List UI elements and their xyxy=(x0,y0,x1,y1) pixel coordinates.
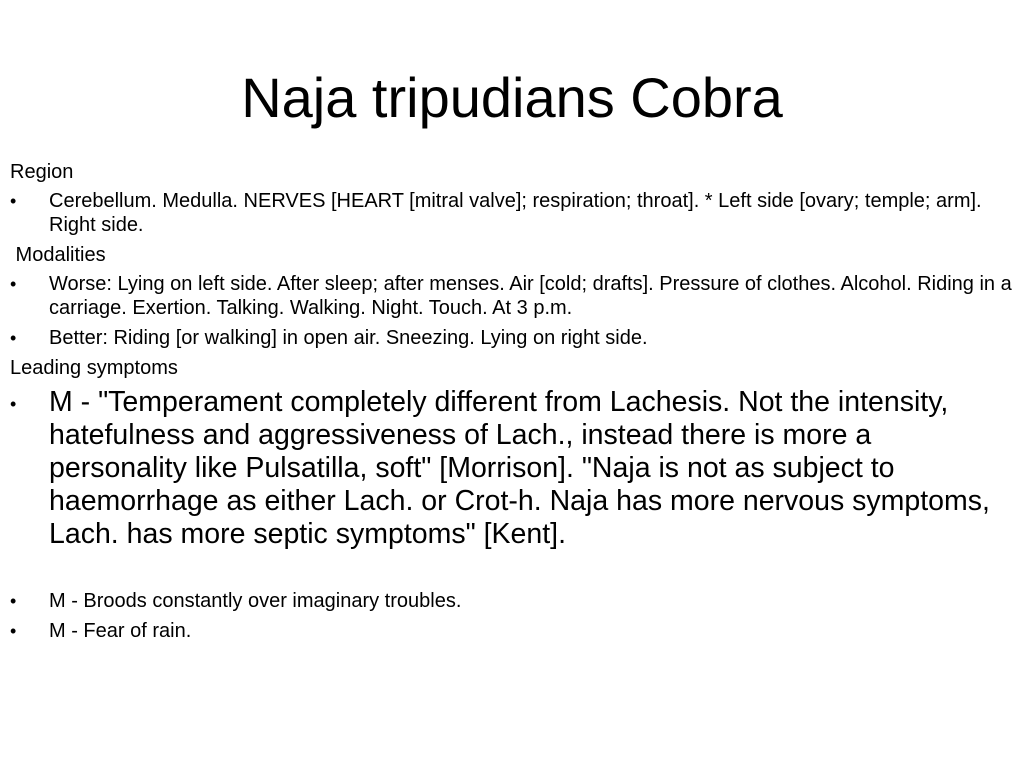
bullet-dot-icon: • xyxy=(10,591,17,611)
bullet-text: M - Broods constantly over imaginary troubles. xyxy=(49,590,462,612)
bullet-dot-icon: • xyxy=(10,328,17,348)
section-heading-region: Region xyxy=(10,161,74,183)
bullet-text: Cerebellum. Medulla. NERVES [HEART [mitral valve]; respiration; throat]. * Left side [ovary; temple; arm]. Right side. xyxy=(49,190,982,236)
bullet-text: Better: Riding [or walking] in open air. Sneezing. Lying on right side. xyxy=(49,327,648,349)
region-bullet-1 xyxy=(10,189,1014,237)
bullet-dot-icon: • xyxy=(10,274,17,294)
section-heading-modalities: Modalities xyxy=(10,244,106,266)
modalities-bullet-1 xyxy=(10,272,1014,320)
bullet-dot-icon: • xyxy=(10,621,17,641)
bullet-text: M - Fear of rain. xyxy=(49,620,192,642)
slide-body xyxy=(10,158,1014,643)
modalities-bullet-2 xyxy=(10,326,1014,350)
leading-symptoms-bullet-2 xyxy=(10,589,1014,613)
bullet-text: Worse: Lying on left side. After sleep; after menses. Air [cold; drafts]. Pressure of clothes. Alcohol. Riding in a carriage. Exertion. Talking. Walking. Night. Touch. At 3 p.m. xyxy=(49,273,1012,319)
leading-symptoms-bullet-3 xyxy=(10,619,1014,643)
leading-symptoms-bullet-1 xyxy=(10,386,1014,551)
bullet-dot-icon: • xyxy=(10,191,17,211)
bullet-dot-icon: • xyxy=(10,394,17,414)
bullet-text: M - "Temperament completely different from Lachesis. Not the intensity, hatefulness and aggressiveness of Lach., instead there is more a personality like Pulsatilla, soft" [Morrison]. "Naja is not as subject to haemorrhage as either Lach. or Crot-h. Naja has more nervous symptoms, Lach. has more septic symptoms" [Kent]. xyxy=(49,386,990,550)
section-heading-leading-symptoms: Leading symptoms xyxy=(10,357,178,379)
slide-title: Naja tripudians Cobra xyxy=(241,66,783,129)
